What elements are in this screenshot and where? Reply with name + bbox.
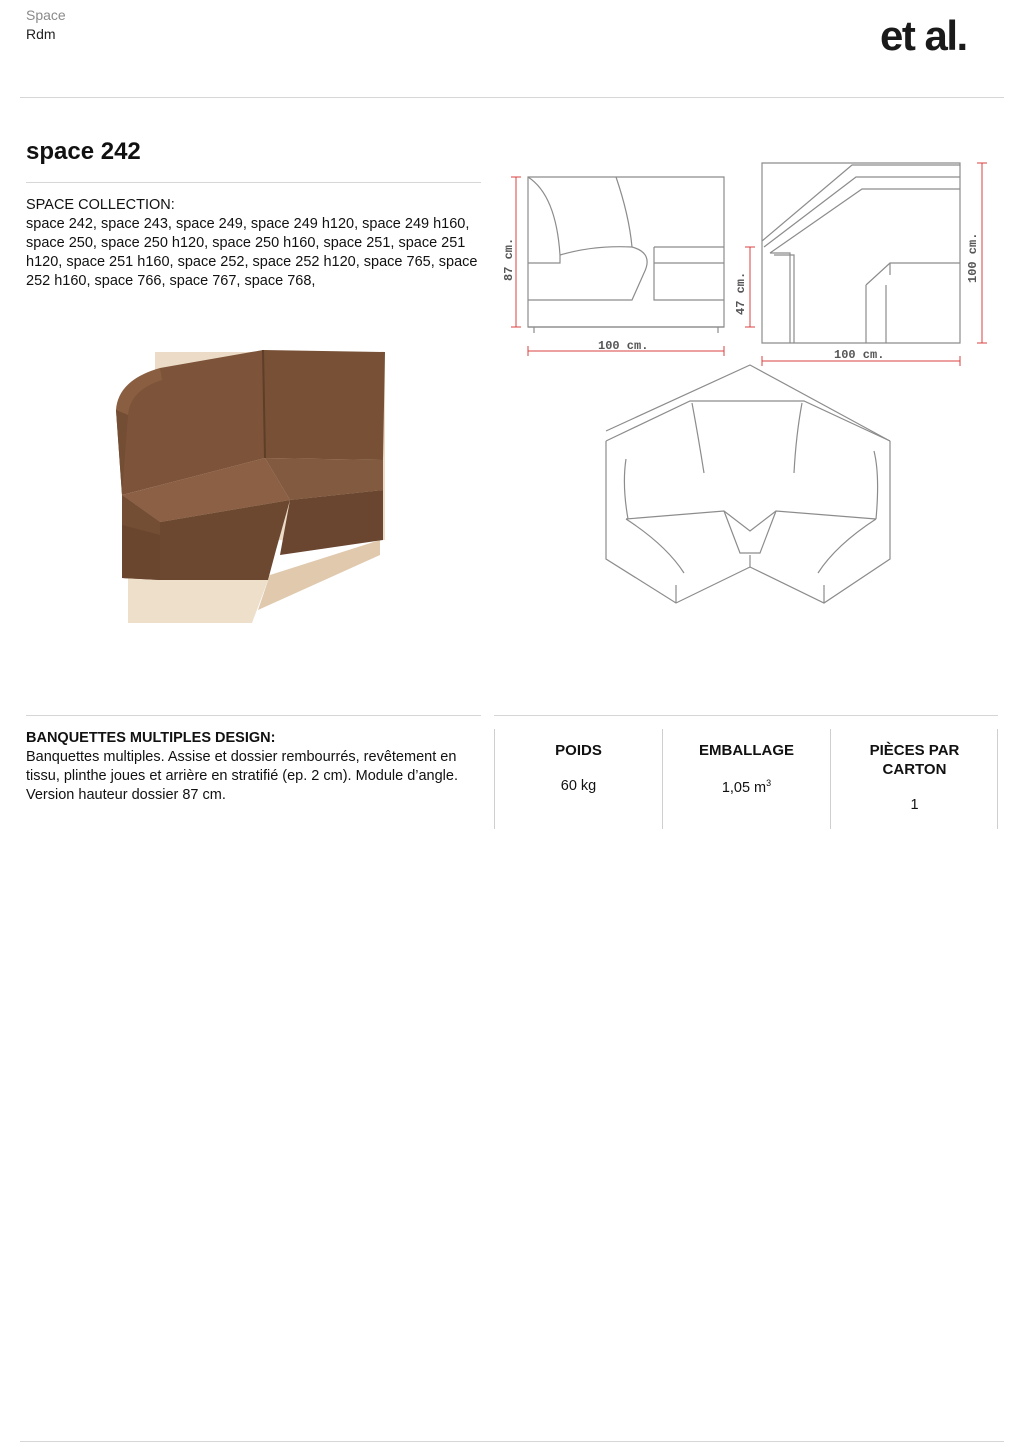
collection-heading: SPACE COLLECTION:	[26, 197, 175, 213]
et-al-logo: et al.	[880, 12, 967, 59]
spec-packaging-label: EMBALLAGE	[699, 742, 794, 759]
description-divider	[26, 715, 481, 716]
iso-view-seat	[626, 511, 876, 531]
dim-100-side-label: 100 cm.	[598, 339, 649, 353]
top-view-seat	[770, 253, 794, 343]
dim-100-top-h-label: 100 cm.	[834, 348, 885, 362]
spec-weight-value: 60 kg	[560, 778, 597, 794]
iso-view-back-left	[606, 401, 890, 441]
description-heading: BANQUETTES MULTIPLES DESIGN:	[26, 730, 276, 746]
side-view-base	[528, 327, 724, 333]
collection-name: Space	[26, 7, 66, 23]
top-view-seat-front	[866, 263, 960, 343]
description-text: Banquettes multiples. Assise et dossier rembourrés, revêtement en tissu, plinthe joues et arrière en stratifié (ep. 2 cm). Module d’angle. Version hauteur dossier 87 cm.	[26, 749, 458, 803]
spec-weight-label: POIDS	[555, 742, 602, 759]
product-title: space 242	[26, 138, 141, 165]
side-view-backrest	[616, 177, 632, 247]
iso-view-seat-fronts	[626, 511, 876, 573]
spec-divider-4	[997, 729, 998, 829]
dim-100-top-v-label: 100 cm.	[966, 232, 980, 283]
title-divider	[26, 182, 481, 183]
spec-pieces-label: PIÈCES PAR CARTON	[869, 742, 960, 778]
side-view-outline	[528, 177, 724, 327]
spec-pieces	[831, 729, 998, 829]
side-view-back	[528, 177, 560, 263]
spec-packaging	[663, 729, 830, 829]
plinth-side	[258, 540, 380, 610]
spec-pieces-value: 1	[910, 797, 919, 813]
side-view-seat	[528, 247, 647, 300]
iso-view-top	[606, 365, 890, 441]
top-view-back	[762, 165, 960, 253]
iso-view-plinth	[606, 441, 890, 603]
footer-divider	[20, 1441, 1004, 1442]
spec-packaging-unit: 3	[766, 778, 772, 788]
iso-view-back-inner	[624, 403, 877, 519]
collection-list: space 242, space 243, space 249, space 249 h120, space 249 h160, space 250, space 250 h120, space 250 h160, space 251, space 251 h120, space 251 h160, space 252, space 252 h120, space 765, space 252 h160, space 766, space 767, space 768,	[26, 216, 478, 289]
specs-divider	[494, 715, 998, 716]
back-right	[263, 350, 385, 460]
spec-weight	[495, 729, 662, 829]
spec-packaging-number: 1,05 m	[721, 779, 767, 796]
plinth-front	[128, 575, 270, 623]
dim-87-label: 87 cm.	[502, 237, 516, 281]
brand-name: Rdm	[26, 26, 56, 42]
header-divider	[20, 97, 1004, 98]
product-photo	[100, 340, 400, 640]
spec-packaging-value	[663, 778, 830, 796]
technical-drawings	[494, 155, 999, 615]
dim-47-label: 47 cm.	[734, 271, 748, 315]
side-view-seat-front	[654, 247, 724, 300]
